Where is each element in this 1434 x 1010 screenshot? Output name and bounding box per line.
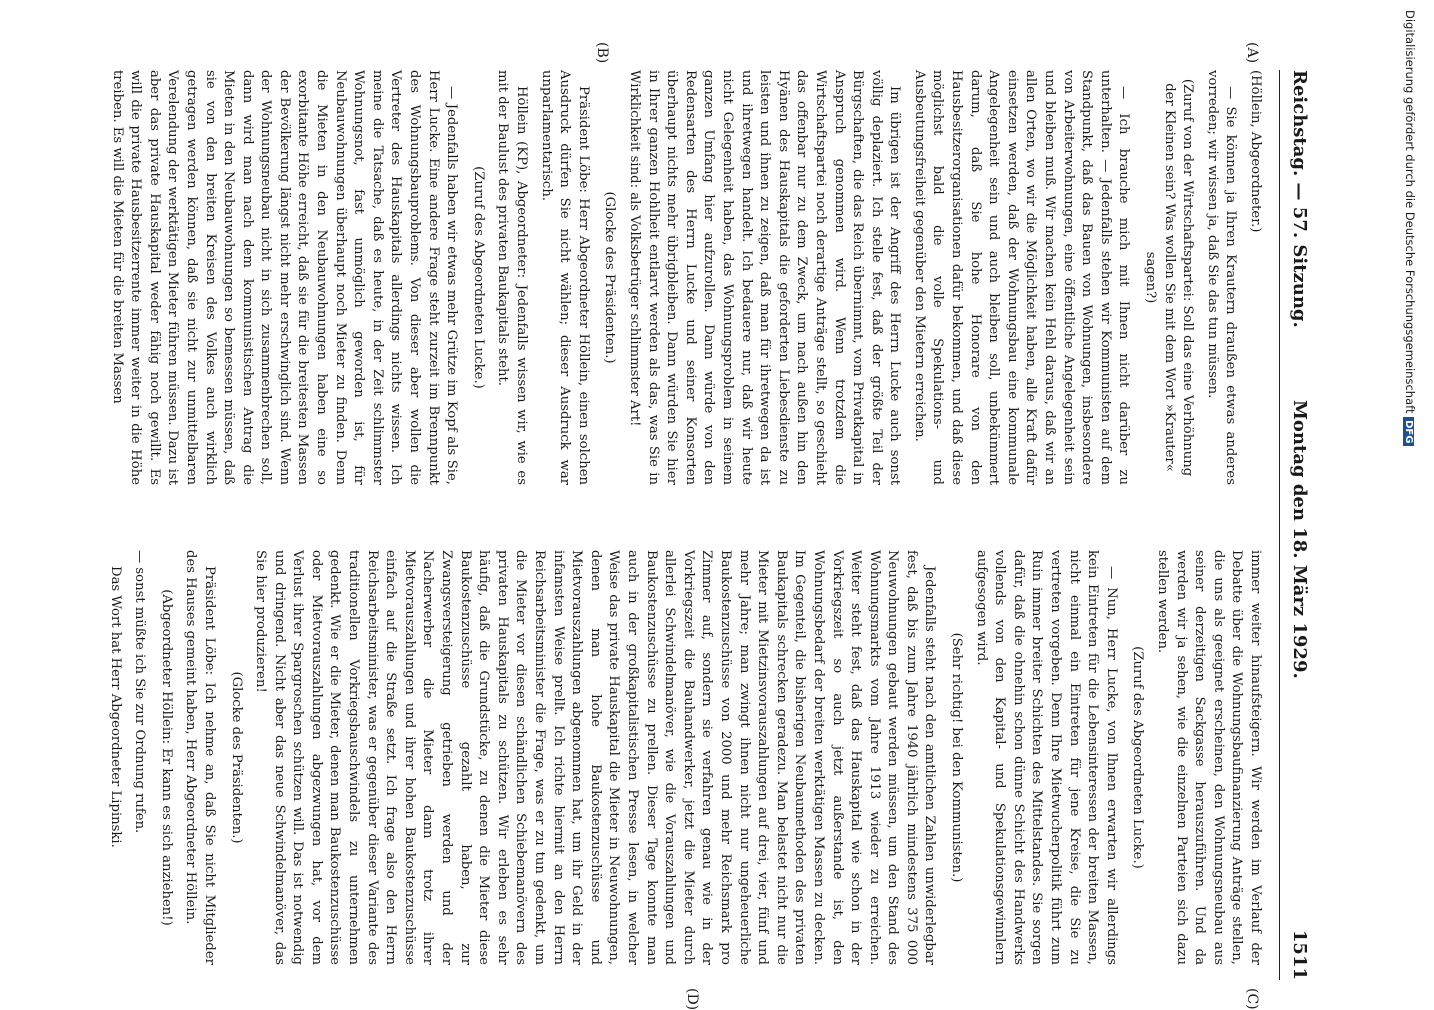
paragraph: immer weiter hinaufsteigern. Wir werden im Verlauf der Debatte über die Wohnungsbaufinanzierung Anträge stellen, die uns als geeignet erscheinen, den Wohnungsneubau aus seiner derzeitigen Sackgasse herauszuführen. Und da werden wir ja sehen, wie die einzelnen Parteien sich dazu stellen werden. bbox=[1155, 550, 1263, 965]
paragraph: — Nun, Herr Lucke, von Ihnen erwarten wir allerdings kein Eintreten für die Lebensinteressen der breiten Massen, nicht einmal ein Eintreten für jene Kreise, die Sie zu vertreten vorgeben. Denn Ihre Mietwucherpolitik führt zum Ruin immer breiter Schichten des Mittelstandes. Sie sorgen dafür, daß die ohnehin schon dünne Schicht des Handwerks vollends von den Kapital- und Spekulationsgewinnlern aufgesogen wird. bbox=[973, 550, 1119, 965]
right-column bbox=[99, 550, 1264, 965]
paragraph: — Jedenfalls haben wir etwas mehr Grütze im Kopf als Sie, Herr Lucke. Eine andere Frage steht zurzeit im Brennpunkt des Wohnungsbauproblems. Von dieser aber wollen die Vertreter des Hauskapitals allerdings nichts wissen. Ich meine die Tatsache, daß es heute, in der Zeit schlimmster Wohnungsnot, fast unmöglich geworden ist, für Neubauwohnungen überhaupt noch Mieter zu finden. Denn die Mieten in den Neubauwohnungen haben eine so exorbitante Höhe erreicht, daß sie für die breitesten Massen der Bevölkerung längst nicht mehr erschwinglich sind. Wenn der Wohnungsneubau nicht in sich zusammenbrechen soll, dann wird man nach dem kommunistischen Antrag die Mieten in den Neubauwohnungen so bemessen müssen, daß sie von den breiten Kreisen des Volkes auch wirklich getragen werden können, daß sie nicht zur unmittelbaren Verelendung der werktätigen Mieter führen müssen. Dazu ist aber das private Hauskapital weder fähig noch gewillt. Es will die private Hausbesitzerrente immer weiter in die Höhe treiben. Es will die Mieten für die breiten Massen bbox=[109, 70, 460, 485]
margin-marker-d: (D) bbox=[684, 988, 700, 1010]
running-header bbox=[1279, 70, 1320, 980]
interjection: (Abgeordneter Höllein: Er kann es sich anziehen!) bbox=[158, 589, 174, 926]
margin-marker-a: (A) bbox=[1244, 42, 1260, 64]
header-date: Montag den 18. März 1929. bbox=[1289, 400, 1310, 679]
paragraph: (Höllein, Abgeordneter.) bbox=[1248, 70, 1263, 233]
interjection: (Zuruf des Abgeordneten Lucke.) bbox=[1130, 646, 1146, 869]
page-number: 1511 bbox=[1289, 929, 1310, 980]
credit-text: Digitalisierung gefördert durch die Deutsche Forschungsgemeinschaft bbox=[1403, 10, 1417, 414]
left-column bbox=[101, 70, 1264, 485]
paragraph: Das Wort hat Herr Abgeordneter Lipinski. bbox=[107, 566, 123, 848]
rotated-page-content bbox=[80, 42, 1320, 1010]
paragraph: — Sie können ja Ihren Krautern draußen etwas anderes vorreden; wir wissen ja, daß Sie das tun müssen. bbox=[1204, 70, 1239, 485]
interjection: (Zuruf des Abgeordneten Lucke.) bbox=[470, 166, 486, 389]
header-left: Reichstag. — 57. Sitzung. bbox=[1289, 70, 1310, 328]
interjection: (Sehr richtig! bei den Kommunisten.) bbox=[949, 632, 965, 883]
interjection: (Glocke des Präsidenten.) bbox=[228, 671, 244, 844]
dfg-logo: DFG bbox=[1403, 417, 1414, 446]
margin-marker-c: (C) bbox=[1244, 988, 1260, 1010]
paragraph: — sonst müßte ich Sie zur Ordnung rufen. bbox=[132, 550, 148, 834]
paragraph: Präsident Löbe: Herr Abgeordneter Höllein, einen solchen Ausdruck dürfen Sie nicht wählen; dieser Ausdruck war unparlamentarisch. bbox=[538, 70, 591, 485]
margin-marker-b: (B) bbox=[594, 42, 610, 64]
paragraph: Höllein (KP), Abgeordneter: Jedenfalls wissen wir, wie es mit der Baulust des privaten Baukapitals steht. bbox=[495, 70, 530, 485]
interjection: (Zuruf von der Wirtschaftspartei: Soll das eine Verhöhnung der Kleinen sein? Was wollen Sie mit dem Wort »Krauter« sagen?) bbox=[1143, 78, 1196, 477]
paragraph: Präsident Löbe: Ich nehme an, daß Sie nicht Mitglieder des Hauses gemeint haben, Herr Abgeordneter Höllein. bbox=[183, 550, 217, 965]
paragraph: Jedenfalls steht nach den amtlichen Zahlen unwiderlegbar fest, daß bis zum Jahre 1940 jährlich mindestens 375 000 Neuwohnungen gebaut werden müssen, um den Stand des Wohnungsmarkts vom Jahre 1913 wieder zu erreichen. Weiter steht fest, daß das Hauskapital wie schon in der Vorkriegszeit so auch jetzt außerstande ist, den Wohnungsbedarf der breiten werktätigen Massen zu decken. Im Gegenteil, die bisherigen Neubaumethoden des privaten Baukapitals schrecken geradezu. Man belastet nicht nur die Mieter mit Mietzinsvorauszahlungen auf drei, vier, fünf und mehr Jahre; man zwingt ihnen nicht nur ungeheuerliche Baukostenzuschüsse von 2000 und mehr Reichsmark pro Zimmer auf, sondern sie verfahren genau wie in der Vorkriegszeit die Bauhandwerker, jetzt die Mieter durch allerlei Schwindelmanöver, wie die Vorauszahlungen und Baukostenzuschüsse zu prellen. Dieser Tage konnte man auch in der großkapitalistischen Presse lesen, in welcher Weise das private Hauskapital die Mieter in Neuwohnungen, denen man hohe Baukostenzuschüsse und Mietvorauszahlungen abgenommen hat, um ihr Geld in der infamsten Weise prellt. Ich richte hiermit an den Herrn Reichsarbeitsminister die Frage, was er zu tun gedenkt, um die Mieter vor diesen schändlichen Schiebemanövern des privaten Hauskapitals zu schützen. Wir erleben es sehr häufig, daß die Grundstücke, zu denen die Mieter diese Baukostenzuschüsse gezahlt haben, zur Zwangsversteigerung getrieben werden und der Nacherwerber die Mieter dann trotz ihrer Mietvorauszahlungen und ihrer hohen Baukostenzuschüsse einfach auf die Straße setzt. Ich frage also den Herrn Reichsarbeitsminister, was er gegenüber dieser Variante des traditionellen Vorkriegsbauschwindels zu unternehmen gedenkt. Wie er die Mieter, denen man Baukostenzuschüsse oder Mietvorauszahlungen abgezwungen hat, vor dem Verlust ihrer Spargroschen schützen will. Das ist notwendig und dringend. Nicht aber das neue Schwindelmanöver, das Sie hier produzieren! bbox=[253, 550, 938, 965]
paragraph: — Ich brauche mich mit Ihnen nicht darüber zu unterhalten. — Jedenfalls stehen wir Kommunisten auf dem Standpunkt, daß das Bauen von Wohnungen, insbesondere von Arbeiterwohnungen, eine öffentliche Angelegenheit sein und bleiben muß. Wir machen kein Hehl daraus, daß wir an allen Orten, wo wir die Möglichkeit haben, alle Kraft dafür einsetzen werden, daß der Wohnungsbau eine kommunale Angelegenheit sein und auch bleiben soll, unbekümmert darum, daß Sie hohe Honorare von den Hausbesitzerorganisationen dafür bekommen, und daß diese möglichst bald die volle Spekulations- und Ausbeutungsfreiheit gegenüber den Mietern erreichen. bbox=[911, 70, 1132, 485]
sidebar-credit bbox=[1403, 10, 1417, 990]
paragraph: Im übrigen ist der Angriff des Herrn Lucke auch sonst völlig deplaziert. Ich stelle fest, daß der größte Teil der Bürgschaften, die das Reich übernimmt, vom Privatkapital in Anspruch genommen wird. Wenn trotzdem die Wirtschaftspartei noch derartige Anträge stellt, so geschieht das offenbar nur zu dem Zweck, um nach außen hin den Hyänen des Hauskapitals die geforderten Liebesdienste zu leisten und ihnen zu zeigen, daß man für ihretwegen da ist und ihretwegen handelt. Ich bedauere nur, daß wir heute nicht Gelegenheit haben, das Wohnungsproblem in seinem ganzen Umfang hier aufzurollen. Dann würde von den Redensarten des Herrn Lucke und seiner Konsorten überhaupt nichts mehr übrigbleiben. Dann würden Sie hier in Ihrer ganzen Hohlheit entlarvt werden als das, was Sie in Wirklichkeit sind: als Volksbetrüger schlimmster Art! bbox=[627, 70, 903, 485]
interjection: (Glocke des Präsidenten.) bbox=[602, 191, 618, 364]
